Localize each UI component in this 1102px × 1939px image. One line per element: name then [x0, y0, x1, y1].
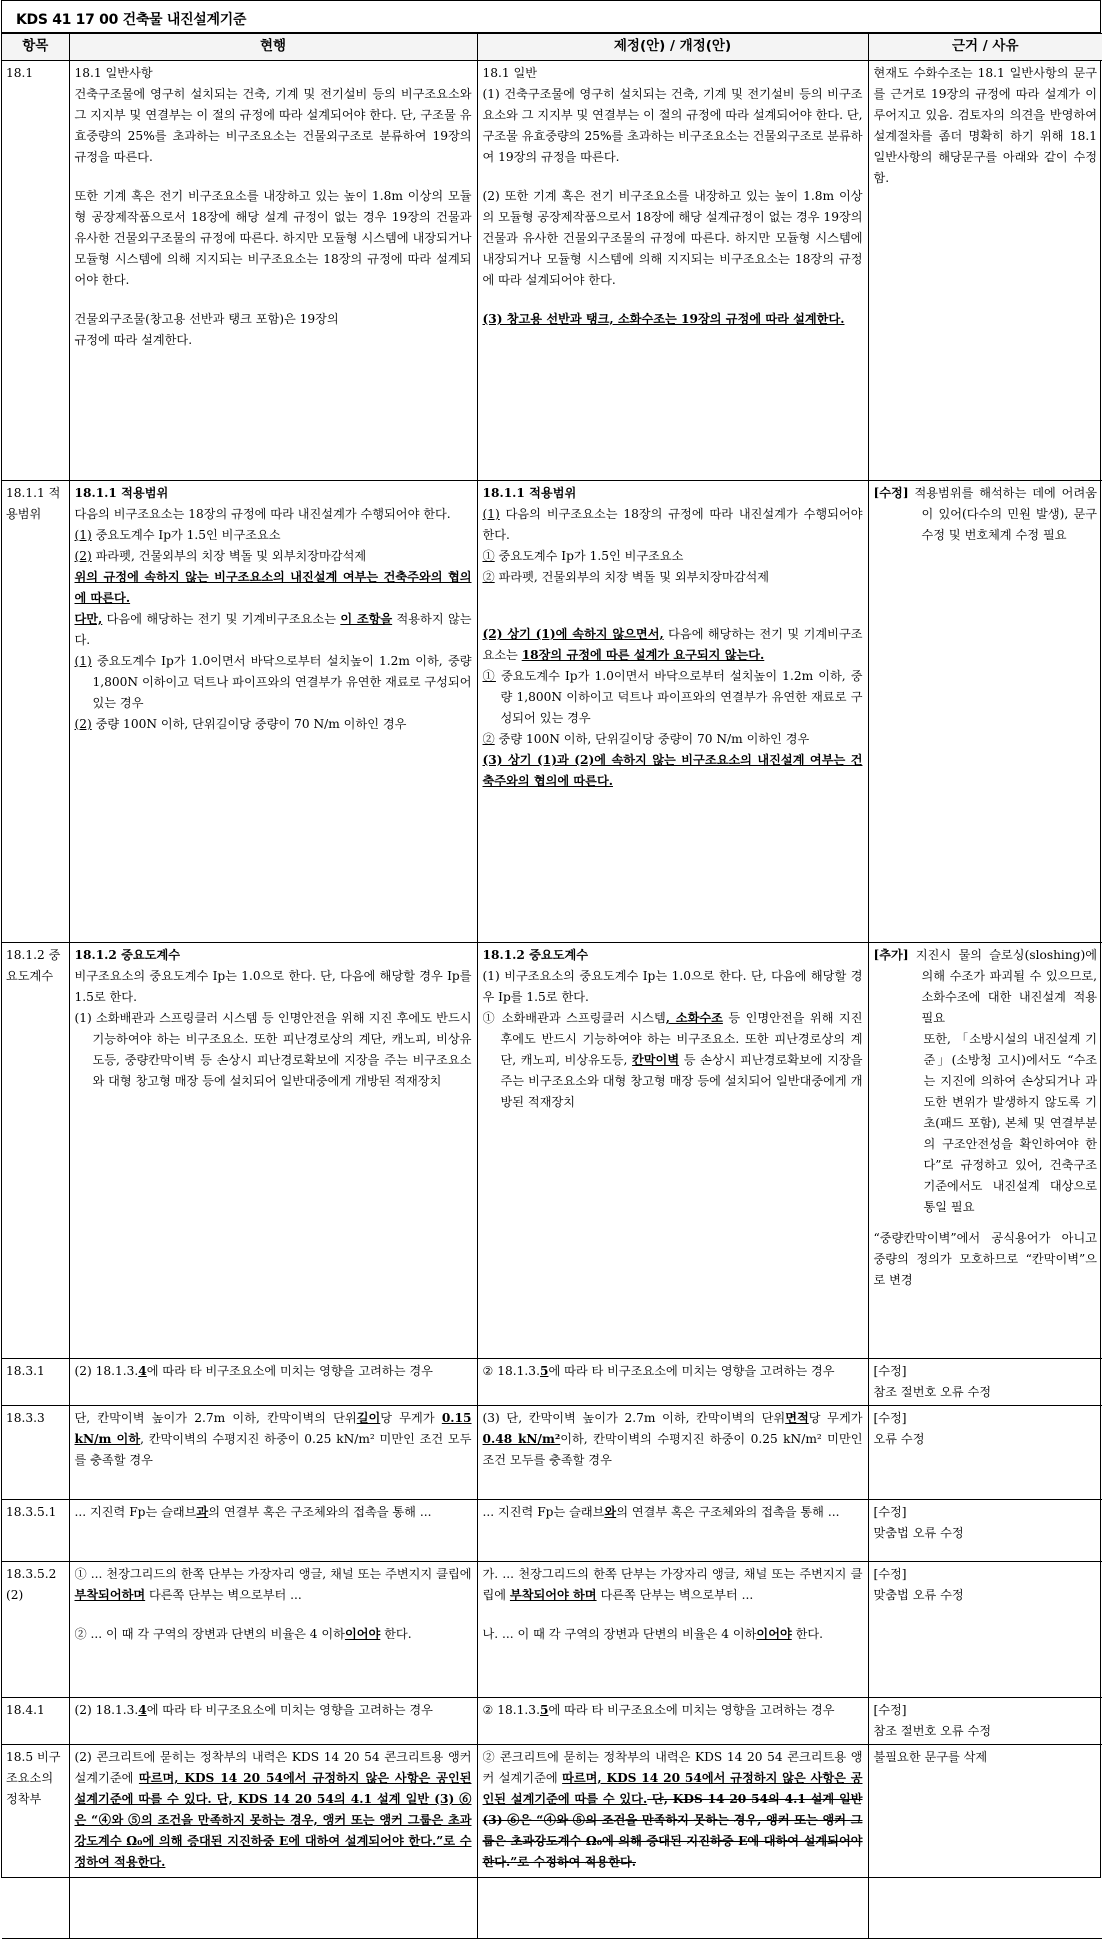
row-item: 18.3.3: [2, 1405, 69, 1499]
current-text: ... 지진력 Fp는 슬래브과의 연결부 혹은 구조체와의 접촉을 통해 ...: [69, 1499, 477, 1561]
row-item: 18.1: [2, 61, 69, 481]
revision-text: 18.1.2 중요도계수 (1) 비구조요소의 중요도계수 Ip는 1.0으로 한다. 단, 다음에 해당할 경우 Ip를 1.5로 한다. ① 소화배관과 스프링클러 시스템, 소화수조 등 인명안전을 위해 지진 후에도 반드시 기능하여야 하는 비구조요소. 또한 피난경로상의 계단, 캐노피, 비상유도등, 칸막이벽 등 손상시 피난경로확보에 지장을 주는 비구조요소와 대형 창고형 매장 등에 설치되어 일반대중에게 개방된 적재장치: [477, 943, 868, 1359]
revision-text: ... 지진력 Fp는 슬래브와의 연결부 혹은 구조체와의 접촉을 통해 ...: [477, 1499, 868, 1561]
row-item: 18.5 비구조요소의 정착부: [2, 1744, 69, 1938]
table-row: [2, 1405, 1102, 1499]
document-title: KDS 41 17 00 건축물 내진설계기준: [2, 1, 1100, 33]
row-item: 18.3.1: [2, 1359, 69, 1406]
table-row: [2, 1359, 1102, 1406]
row-item: 18.3.5.1: [2, 1499, 69, 1561]
reason-text: [수정] 참조 절번호 오류 수정: [868, 1359, 1102, 1406]
revision-text: (3) 단, 칸막이벽 높이가 2.7m 이하, 칸막이벽의 단위면적당 무게가 0.48 kN/m²이하, 칸막이벽의 수평지진 하중이 0.25 kN/m² 미만인 조건 모두를 충족할 경우: [477, 1405, 868, 1499]
table-row: [2, 61, 1102, 481]
reason-text: [수정] 오류 수정: [868, 1405, 1102, 1499]
reason-text: 불필요한 문구를 삭제: [868, 1744, 1102, 1938]
reason-text: [수정] 적용범위를 해석하는 데에 어려움이 있어(다수의 민원 발생), 문구 수정 및 번호체계 수정 필요: [868, 481, 1102, 943]
row-item: 18.4.1: [2, 1697, 69, 1744]
table-row: [2, 943, 1102, 1359]
row-item: 18.3.5.2 (2): [2, 1561, 69, 1697]
reason-text: [추가] 지진시 물의 슬로싱(sloshing)에 의해 수조가 파괴될 수 있으므로, 소화수조에 대한 내진설계 적용 필요 또한, 「소방시설의 내진설계 기준」(소방청 고시)에서도 “수조는 지진에 의하여 손상되거나 과도한 변위가 발생하지 않도록 기초(패드 포함), 본체 및 연결부분의 구조안전성을 확인하여야 한다”로 규정하고 있어, 건축구조기준에서도 내진설계 대상으로 통일 필요 “중량칸막이벽”에서 공식용어가 아니고 중량의 정의가 모호하므로 “칸막이벽”으로 변경: [868, 943, 1102, 1359]
header-current: 현행: [69, 34, 477, 61]
revision-text: ② 18.1.3.5에 따라 타 비구조요소에 미치는 영향을 고려하는 경우: [477, 1359, 868, 1406]
header-revision: 제정(안) / 개정(안): [477, 34, 868, 61]
row-item: 18.1.1 적용범위: [2, 481, 69, 943]
table-row: [2, 481, 1102, 943]
header-reason: 근거 / 사유: [868, 34, 1102, 61]
revision-text: 18.1.1 적용범위 (1) 다음의 비구조요소는 18장의 규정에 따라 내진설계가 수행되어야 한다. ① 중요도계수 Ip가 1.5인 비구조요소 ② 파라펫, 건물외부의 치장 벽돌 및 외부치장마감석제 (2) 상기 (1)에 속하지 않으면서, 다음에 해당하는 전기 및 기계비구조요소는 18장의 규정에 따른 설계가 요구되지 않는다. ① 중요도계수 Ip가 1.0이면서 바닥으로부터 설치높이 1.2m 이하, 중량 1,800N 이하이고 덕트나 파이프와의 연결부가 유연한 재료로 구성되어 있는 경우 ② 중량 100N 이하, 단위길이당 중량이 70 N/m 이하인 경우 (3) 상기 (1)과 (2)에 속하지 않는 비구조요소의 내진설계 여부는 건축주와의 협의에 따른다.: [477, 481, 868, 943]
reason-text: [수정] 참조 절번호 오류 수정: [868, 1697, 1102, 1744]
table-row: [2, 1744, 1102, 1938]
current-text: (2) 콘크리트에 묻히는 정착부의 내력은 KDS 14 20 54 콘크리트용 앵커 설계기준에 따르며, KDS 14 20 54에서 규정하지 않은 사항은 공인된 설계기준에 따를 수 있다. 단, KDS 14 20 54의 4.1 설계 일반 (3) ⑥은 “④와 ⑤의 조건을 만족하지 못하는 경우, 앵커 또는 앵커 그룹은 초과강도계수 Ω₀에 의해 증대된 지진하중 E에 대하여 설계되어야 한다.”로 수정하여 적용한다.: [69, 1744, 477, 1938]
revision-table: [2, 33, 1102, 1939]
current-text: 18.1.1 적용범위 다음의 비구조요소는 18장의 규정에 따라 내진설계가 수행되어야 한다. (1) 중요도계수 Ip가 1.5인 비구조요소 (2) 파라펫, 건물외부의 치장 벽돌 및 외부치장마감석제 위의 규정에 속하지 않는 비구조요소의 내진설계 여부는 건축주와의 협의에 따른다. 다만, 다음에 해당하는 전기 및 기계비구조요소는 이 조항을 적용하지 않는다. (1) 중요도계수 Ip가 1.0이면서 바닥으로부터 설치높이 1.2m 이하, 중량 1,800N 이하이고 덕트나 파이프와의 연결부가 유연한 재료로 구성되어 있는 경우 (2) 중량 100N 이하, 단위길이당 중량이 70 N/m 이하인 경우: [69, 481, 477, 943]
current-text: (2) 18.1.3.4에 따라 타 비구조요소에 미치는 영향을 고려하는 경우: [69, 1359, 477, 1406]
row-item: 18.1.2 중요도계수: [2, 943, 69, 1359]
reason-text: 현재도 수화수조는 18.1 일반사항의 문구를 근거로 19장의 규정에 따라 설계가 이루어지고 있음. 검토자의 의견을 반영하여 설계절차를 좀더 명확히 하기 위해 18.1 일반사항의 해당문구를 아래와 같이 수정함.: [868, 61, 1102, 481]
reason-text: [수정] 맞춤법 오류 수정: [868, 1561, 1102, 1697]
document-page: [1, 0, 1101, 1878]
revision-text: 18.1 일반 (1) 건축구조물에 영구히 설치되는 건축, 기계 및 전기설비 등의 비구조요소와 그 지지부 및 연결부는 이 절의 규정에 따라 설계되어야 한다. 단, 구조물 유효중량의 25%를 초과하는 비구조요소는 건물외구조로 분류하여 19장의 규정을 따른다. (2) 또한 기계 혹은 전기 비구조요소를 내장하고 있는 높이 1.8m 이상의 모듈형 공장제작품으로서 18장에 해당 설계규정이 없는 경우 19장의 건물과 유사한 건물외구조물의 규정에 따른다. 하지만 모듈형 시스템에 내장되거나 모듈형 시스템에 의해 지지되는 비구조요소는 18장의 규정에 따라 설계되어야 한다. (3) 창고용 선반과 탱크, 소화수조는 19장의 규정에 따라 설계한다.: [477, 61, 868, 481]
header-item: 항목: [2, 34, 69, 61]
table-row: [2, 1561, 1102, 1697]
header-row: [2, 34, 1102, 61]
current-text: ① ... 천장그리드의 한쪽 단부는 가장자리 앵글, 채널 또는 주변지지 클립에 부착되어하며 다른쪽 단부는 벽으로부터 ... ② ... 이 때 각 구역의 장변과 단변의 비율은 4 이하이어야 한다.: [69, 1561, 477, 1697]
current-text: 18.1 일반사항 건축구조물에 영구히 설치되는 건축, 기계 및 전기설비 등의 비구조요소와 그 지지부 및 연결부는 이 절의 규정에 따라 설계되어야 한다. 단, 구조물 유효중량의 25%를 초과하는 비구조요소는 건물외구조로 분류하여 19장의 규정을 따른다. 또한 기계 혹은 전기 비구조요소를 내장하고 있는 높이 1.8m 이상의 모듈형 공장제작품으로서 18장에 해당 설계 규정이 없는 경우 19장의 건물과 유사한 건물외구조물의 규정에 따른다. 하지만 모듈형 시스템에 내장되거나 모듈형 시스템에 의해 지지되는 비구조요소는 18장의 규정에 따라 설계되어야 한다. 건물외구조물(창고용 선반과 탱크 포함)은 19장의 규정에 따라 설계한다.: [69, 61, 477, 481]
table-row: [2, 1499, 1102, 1561]
table-row: [2, 1697, 1102, 1744]
revision-text: ② 18.1.3.5에 따라 타 비구조요소에 미치는 영향을 고려하는 경우: [477, 1697, 868, 1744]
revision-text: 가. ... 천장그리드의 한쪽 단부는 가장자리 앵글, 채널 또는 주변지지 클립에 부착되어야 하며 다른쪽 단부는 벽으로부터 ... 나. ... 이 때 각 구역의 장변과 단변의 비율은 4 이하이어야 한다.: [477, 1561, 868, 1697]
reason-text: [수정] 맞춤법 오류 수정: [868, 1499, 1102, 1561]
current-text: (2) 18.1.3.4에 따라 타 비구조요소에 미치는 영향을 고려하는 경우: [69, 1697, 477, 1744]
current-text: 18.1.2 중요도계수 비구조요소의 중요도계수 Ip는 1.0으로 한다. 단, 다음에 해당할 경우 Ip를 1.5로 한다. (1) 소화배관과 스프링클러 시스템 등 인명안전을 위해 지진 후에도 반드시 기능하여야 하는 비구조요소. 또한 피난경로상의 계단, 캐노피, 비상유도등, 중량칸막이벽 등 손상시 피난경로확보에 지장을 주는 비구조요소와 대형 창고형 매장 등에 설치되어 일반대중에게 개방된 적재장치: [69, 943, 477, 1359]
revision-text: ② 콘크리트에 묻히는 정착부의 내력은 KDS 14 20 54 콘크리트용 앵커 설계기준에 따르며, KDS 14 20 54에서 규정하지 않은 사항은 공인된 설계기준에 따를 수 있다. 단, KDS 14 20 54의 4.1 설계 일반 (3) ⑥은 “④와 ⑤의 조건을 만족하지 못하는 경우, 앵커 또는 앵커 그룹은 초과강도계수 Ω₀에 의해 증대된 지진하중 E에 대하여 설계되어야 한다.”로 수정하여 적용한다.: [477, 1744, 868, 1938]
current-text: 단, 칸막이벽 높이가 2.7m 이하, 칸막이벽의 단위길이당 무게가 0.15 kN/m 이하, 칸막이벽의 수평지진 하중이 0.25 kN/m² 미만인 조건 모두를 충족할 경우: [69, 1405, 477, 1499]
